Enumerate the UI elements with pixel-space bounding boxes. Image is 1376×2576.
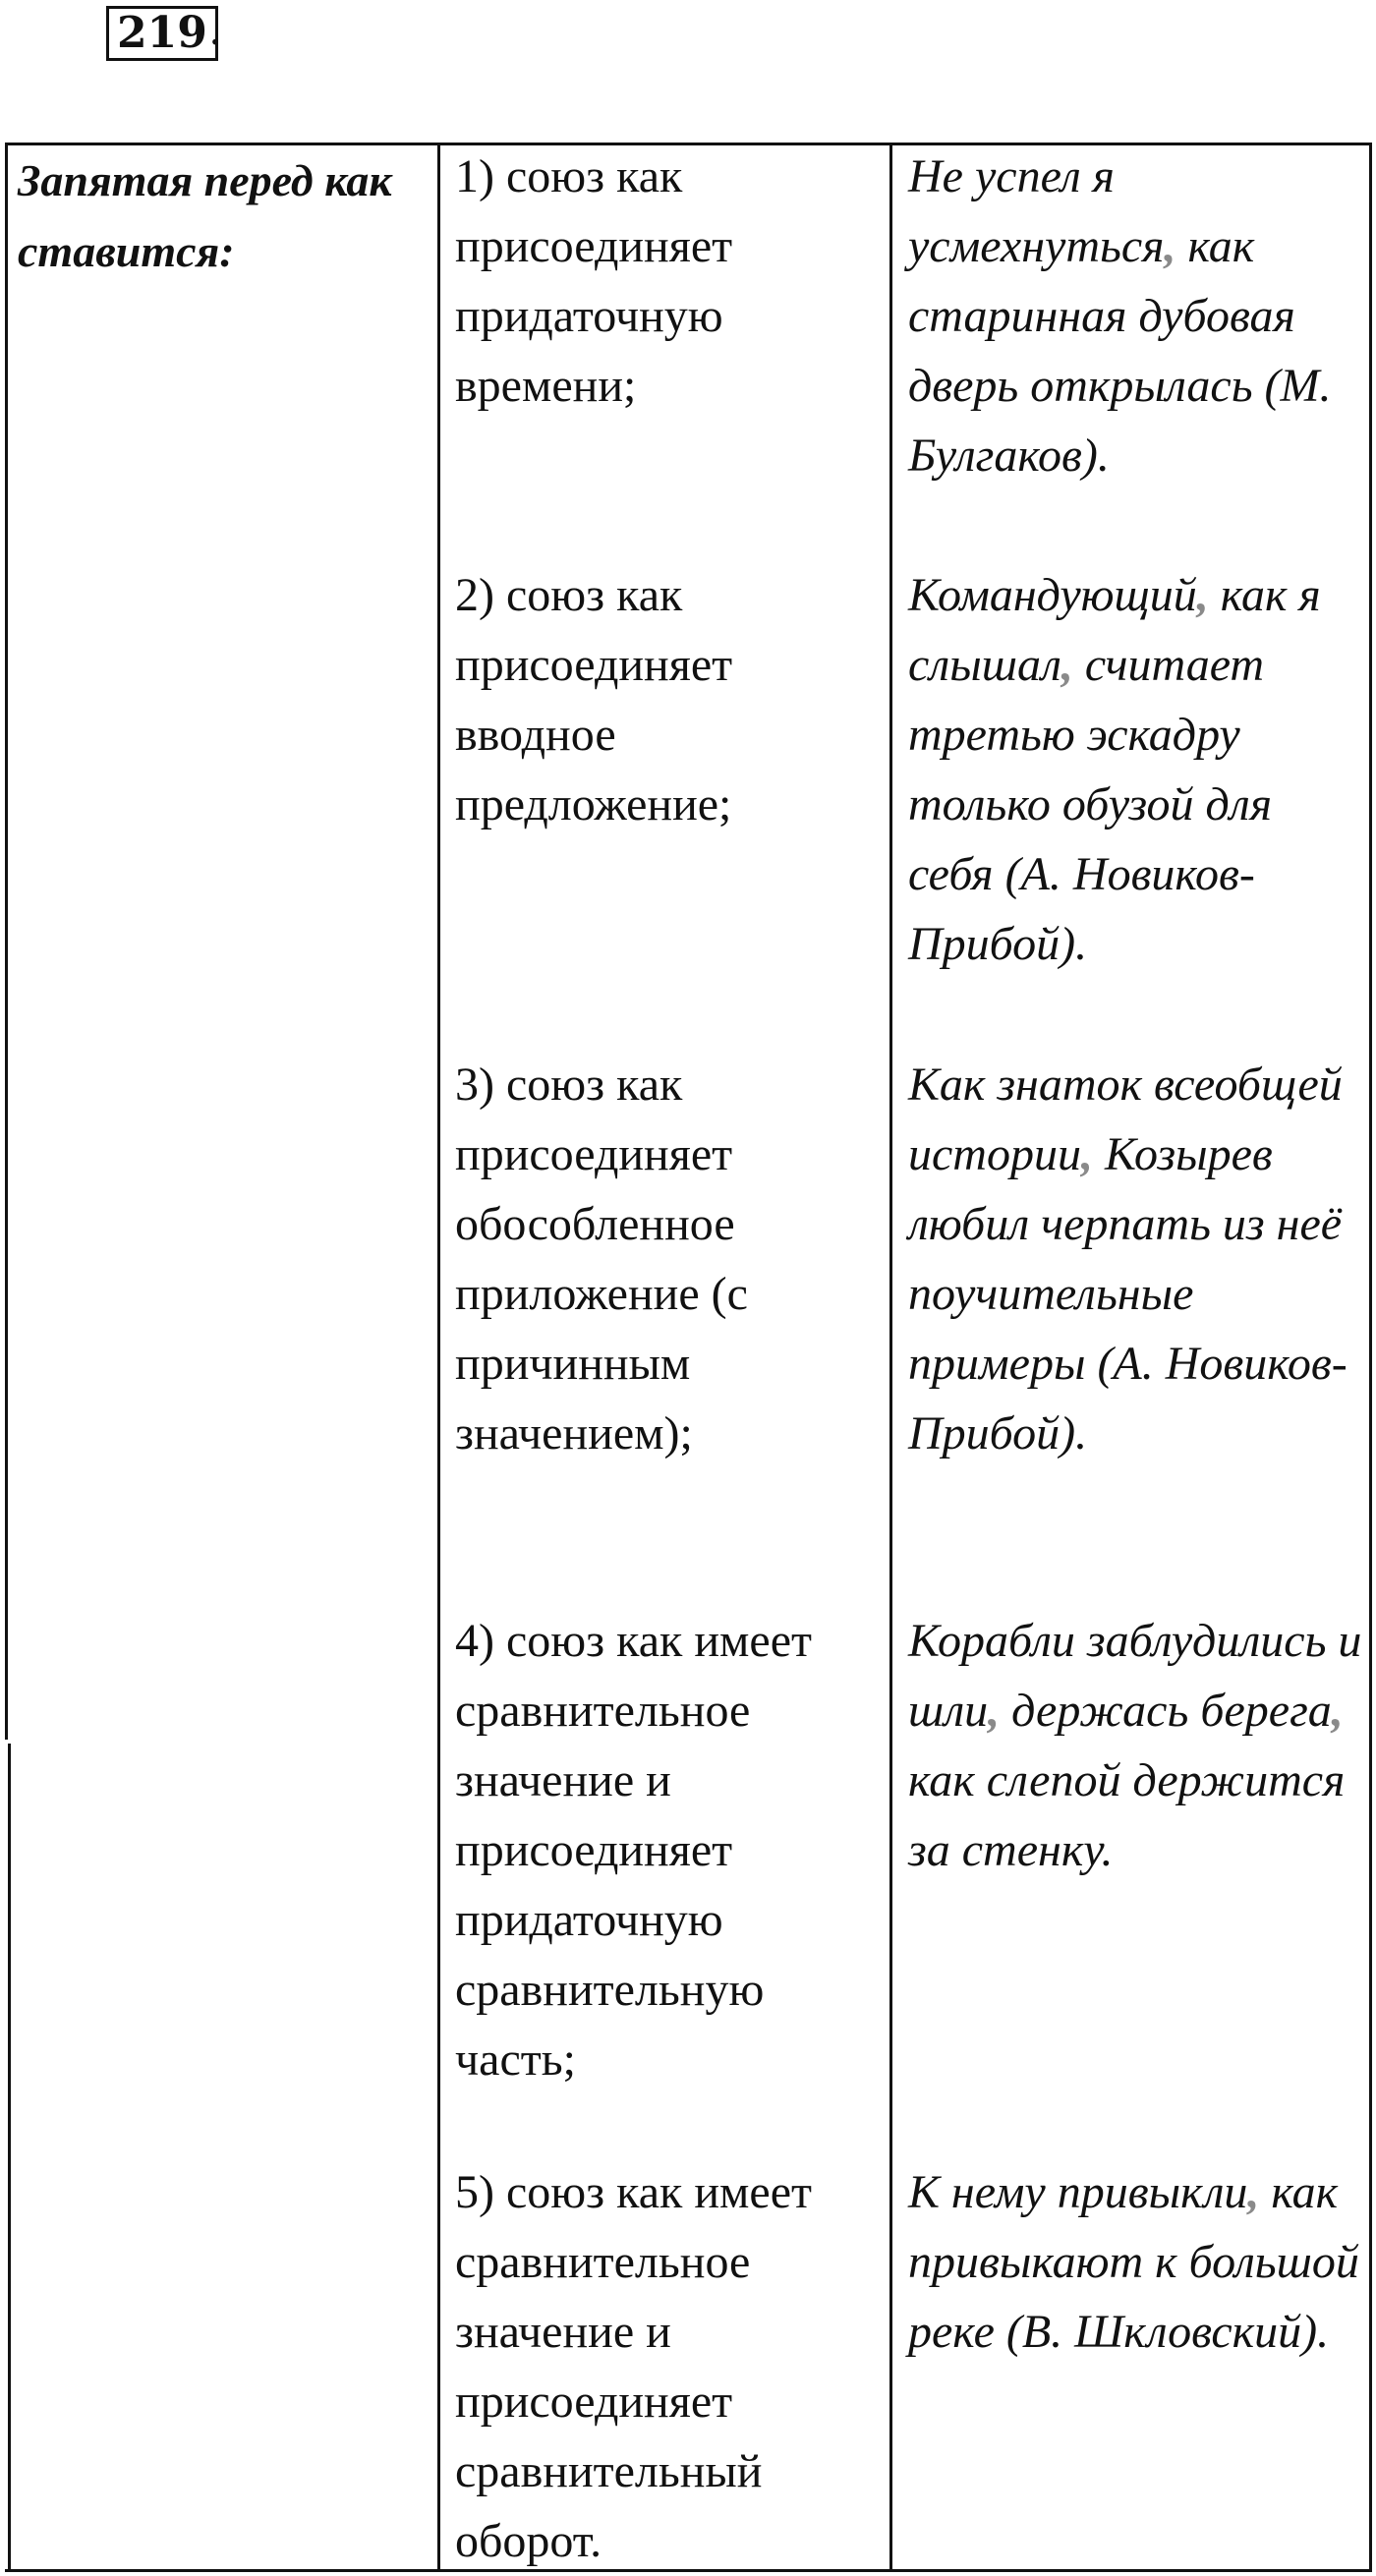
example-5 <box>908 2157 1365 2367</box>
example-text: как я слышал <box>908 569 1321 691</box>
example-text: как слепой держится за стенку. <box>908 1754 1346 1876</box>
exercise-number: 219 <box>106 6 218 61</box>
example-text: как старинная дубовая дверь открылась (М. Булгаков). <box>908 220 1332 482</box>
example-text: Козырев любил черпать из неё поучительные примеры (А. Новиков-Прибой). <box>908 1128 1347 1460</box>
table-left-border <box>5 143 8 1740</box>
example-text: Как знаток всеобщей истории <box>908 1059 1343 1180</box>
table-left-border-lower <box>8 1744 11 2572</box>
highlighted-comma: , <box>988 1685 1001 1737</box>
table-right-border <box>1369 143 1372 2572</box>
rule-3: 3) союз как присоединяет обособленное приложение (с причинным значением); <box>455 1059 748 1460</box>
example-text: К нему привыкли <box>908 2166 1248 2218</box>
example-text: Командующий <box>908 569 1197 621</box>
highlighted-comma: , <box>1247 2166 1260 2218</box>
example-text: Корабли заблудились и шли <box>908 1615 1362 1737</box>
highlighted-comma: , <box>1164 220 1176 272</box>
exercise-number-dot: . <box>208 5 222 55</box>
example-text: держась берега <box>1000 1685 1332 1737</box>
rule-1: 1) союз как присоединяет придаточную времени; <box>455 150 733 412</box>
example-2 <box>908 560 1365 979</box>
example-text: считает третью эскадру только обузой для себя (А. Новиков-Прибой). <box>908 639 1273 970</box>
table-heading: Запятая перед как ставится: <box>18 155 392 276</box>
rule-5: 5) союз как имеет сравнительное значение и присоединяет сравнительный оборот. <box>455 2166 812 2567</box>
highlighted-comma: , <box>1331 1685 1344 1737</box>
example-text: как привыкают к большой реке (В. Шкловский). <box>908 2166 1359 2358</box>
example-text: Не успел я усмехнуться <box>908 150 1165 272</box>
highlighted-comma: , <box>1196 569 1209 621</box>
column-divider-2 <box>889 143 892 2572</box>
example-3 <box>908 1050 1365 1468</box>
rule-2: 2) союз как присоединяет вводное предложение; <box>455 569 733 830</box>
rule-4: 4) союз как имеет сравнительное значение и присоединяет придаточную сравнительную часть; <box>455 1615 812 2086</box>
column-divider-1 <box>437 143 440 2572</box>
highlighted-comma: , <box>1061 639 1073 691</box>
example-1 <box>908 142 1365 490</box>
highlighted-comma: , <box>1080 1128 1093 1180</box>
example-4 <box>908 1606 1365 1885</box>
